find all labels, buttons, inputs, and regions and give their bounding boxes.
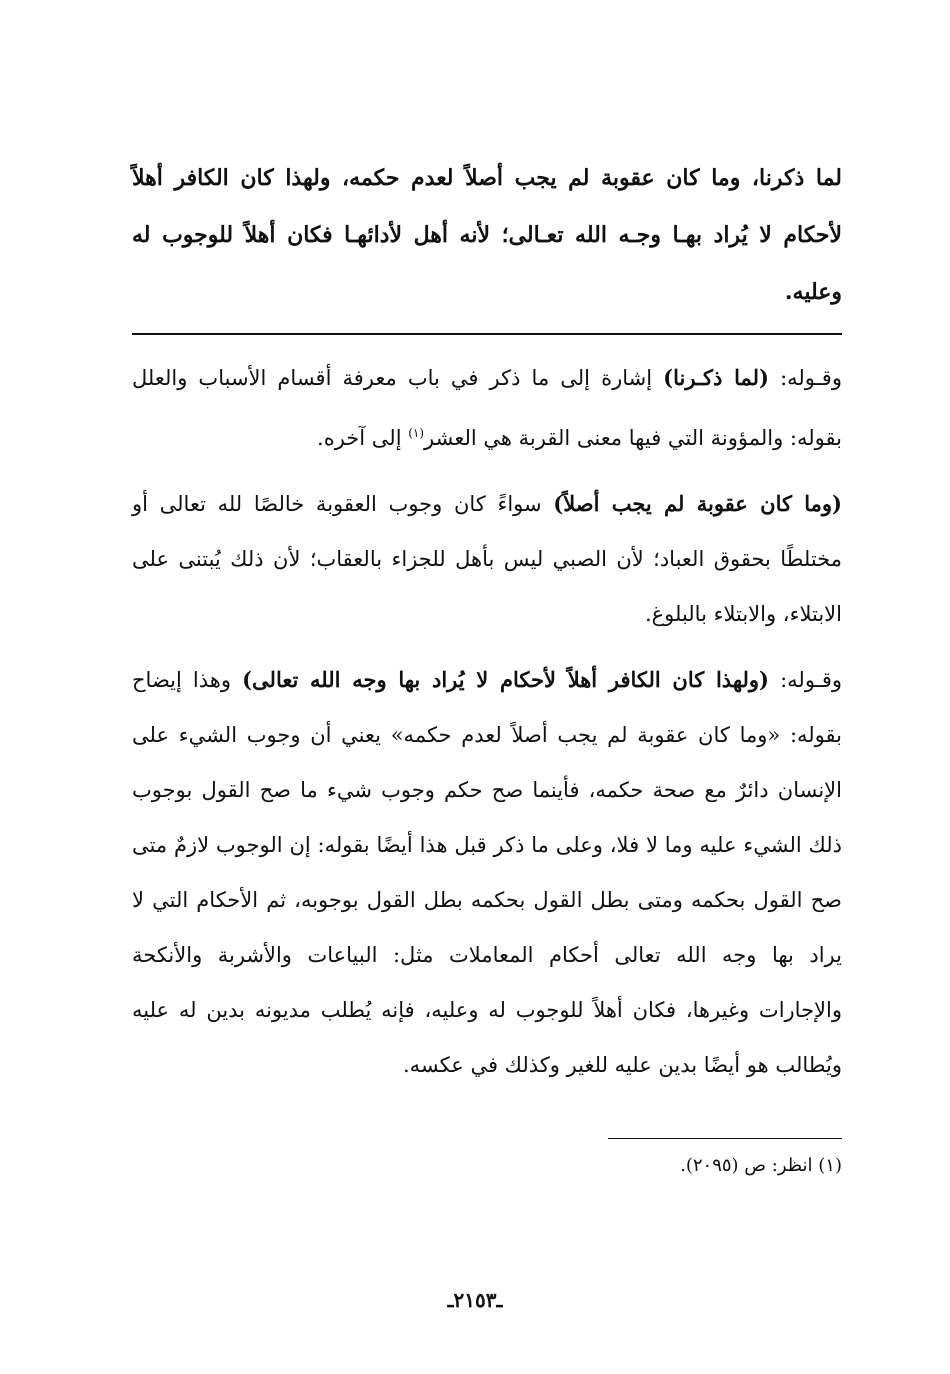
commentary-text: وهذا إيضاح بقوله: «وما كان عقوبة لم يجب أصلاً لعدم حكمه» يعني أن وجوب الشيء على الإنسان دائرٌ مع صحة حكمه، فأينما صح حكم وجوب شيء ما صح القول بوجوب ذلك الشيء عليه وما لا فلا، وعلى ما ذكر قبل هذا أيضًا بقوله: إن الوجوب لازمٌ متى صح القول بحكمه ومتى بطل القول بحكمه بطل القول بوجوبه، ثم الأحكام التي لا يراد بها وجه الله تعالى أحكام المعاملات مثل: البياعات والأشربة والأنكحة والإجارات وغيرها، فكان أهلاً للوجوب له وعليه، فإنه يُطلب مديونه بدين له عليه ويُطالب هو أيضًا بدين عليه للغير وكذلك في عكسه. <box>132 668 842 1077</box>
footnote-rule <box>608 1138 842 1139</box>
separator-rule <box>132 333 842 335</box>
commentary-lead: وقـوله: <box>769 668 843 692</box>
commentary-quote: (لما ذكـرنا) <box>663 365 769 390</box>
commentary-text: إشارة إلى ما ذكر في باب معرفة أقسام الأسباب والعلل بقوله: والمؤونة التي فيها معنى القربة هي العشر <box>132 366 842 450</box>
commentary-paragraph-1 <box>132 350 842 466</box>
footnote: (١) انظر: ص (٢٠٩٥). <box>680 1155 842 1176</box>
main-text-paragraph: لما ذكرنا، وما كان عقوبة لم يجب أصلاً لعدم حكمه، ولهذا كان الكافر أهلاً لأحكام لا يُراد بهـا وجـه الله تعـالى؛ لأنه أهل لأدائهـا فكان أهلاً للوجوب له وعليه. <box>132 165 842 305</box>
commentary-paragraph-3 <box>132 652 842 1093</box>
commentary <box>132 350 842 1093</box>
main-text <box>132 150 842 321</box>
commentary-text: إلى آخره. <box>317 426 409 450</box>
commentary-lead: وقـوله: <box>769 366 842 390</box>
commentary-quote: (وما كان عقوبة لم يجب أصلاً) <box>553 491 842 516</box>
commentary-text: سواءً كان وجوب العقوبة خالصًا لله تعالى أو مختلطًا بحقوق العباد؛ لأن الصبي ليس بأهل للجزاء بالعقاب؛ لأن ذلك يُبتنى على الابتلاء، والابتلاء بالبلوغ. <box>132 492 842 626</box>
page-number: ـ٢١٥٣ـ <box>447 1288 503 1312</box>
commentary-paragraph-2 <box>132 476 842 642</box>
footnote-marker: (١) <box>408 426 425 440</box>
commentary-quote: (ولهذا كان الكافر أهلاً لأحكام لا يُراد بها وجه الله تعالى) <box>242 667 769 692</box>
